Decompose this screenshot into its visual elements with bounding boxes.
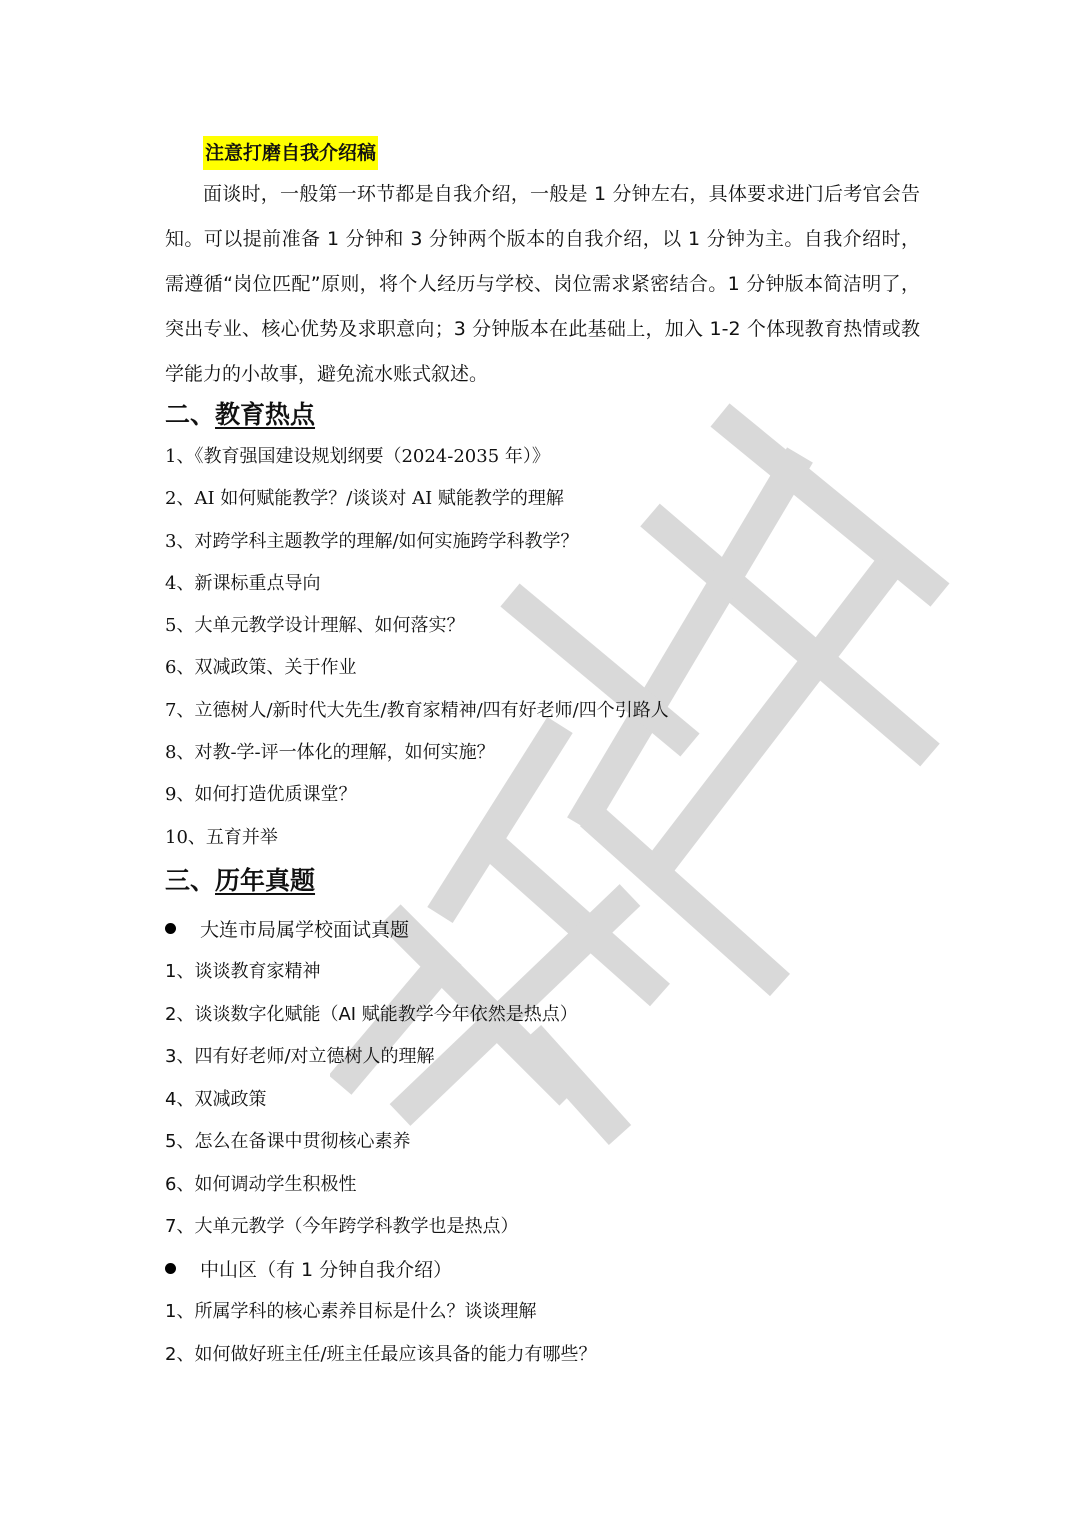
list-item: 6、双减政策、关于作业: [165, 657, 357, 679]
list-item: 5、大单元教学设计理解、如何落实？: [165, 615, 465, 637]
list-item: 9、如何打造优质课堂？: [165, 784, 357, 806]
dalian-question-list: [165, 951, 578, 1249]
zhongshan-question-list: [165, 1291, 597, 1376]
list-item: 1、所属学科的核心素养目标是什么？谈谈理解: [165, 1301, 537, 1322]
hotspot-list: [165, 436, 669, 859]
list-item: 4、新课标重点导向: [165, 572, 321, 594]
bullet-icon: [165, 923, 176, 934]
list-item: 8、对教-学-评一体化的理解，如何实施？: [165, 742, 495, 764]
section-heading-past-questions: [165, 861, 315, 897]
bullet-icon: [165, 1263, 176, 1274]
section-heading-hotspots: [165, 395, 315, 431]
list-item: 7、立德树人/新时代大先生/教育家精神/四有好老师/四个引路人: [165, 699, 669, 721]
section-title: 教育热点: [215, 400, 316, 429]
list-item: 1、《教育强国建设规划纲要（2024-2035 年）》: [165, 446, 550, 467]
group-title: 大连市局属学校面试真题: [200, 919, 410, 941]
group-heading-zhongshan: [165, 1255, 452, 1282]
section-number: 三、: [165, 866, 216, 895]
intro-paragraph: 面谈时，一般第一环节都是自我介绍，一般是 1 分钟左右，具体要求进门后考官会告知。可以提前准备 1 分钟和 3 分钟两个版本的自我介绍，以 1 分钟为主。自我介绍时，需遵循“岗位匹配”原则，将个人经历与学校、岗位需求紧密结合。1 分钟版本简洁明了，突出专业、核心优势及求职意向；3 分钟版本在此基础上，加入 1-2 个体现教育热情或教学能力的小故事，避免流水账式叙述。: [165, 183, 920, 385]
list-item: 1、谈谈教育家精神: [165, 961, 321, 982]
list-item: 6、如何调动学生积极性: [165, 1173, 357, 1195]
list-item: 4、双减政策: [165, 1088, 267, 1110]
list-item: 7、大单元教学（今年跨学科教学也是热点）: [165, 1216, 519, 1237]
highlighted-title: 注意打磨自我介绍稿: [203, 136, 378, 170]
list-item: 3、四有好老师/对立德树人的理解: [165, 1046, 435, 1067]
section-title: 历年真题: [215, 866, 316, 895]
group-heading-dalian: [165, 915, 409, 942]
list-item: 3、对跨学科主题教学的理解/如何实施跨学科教学？: [165, 530, 579, 552]
group-title: 中山区（有 1 分钟自我介绍）: [200, 1259, 453, 1281]
section-number: 二、: [165, 400, 216, 429]
list-item: 5、怎么在备课中贯彻核心素养: [165, 1131, 411, 1152]
list-item: 2、AI 如何赋能教学？/谈谈对 AI 赋能教学的理解: [165, 488, 564, 510]
list-item: 2、谈谈数字化赋能（AI 赋能教学今年依然是热点）: [165, 1003, 578, 1025]
list-item: 2、如何做好班主任/班主任最应该具备的能力有哪些？: [165, 1343, 597, 1365]
list-item: 10、五育并举: [165, 826, 278, 848]
